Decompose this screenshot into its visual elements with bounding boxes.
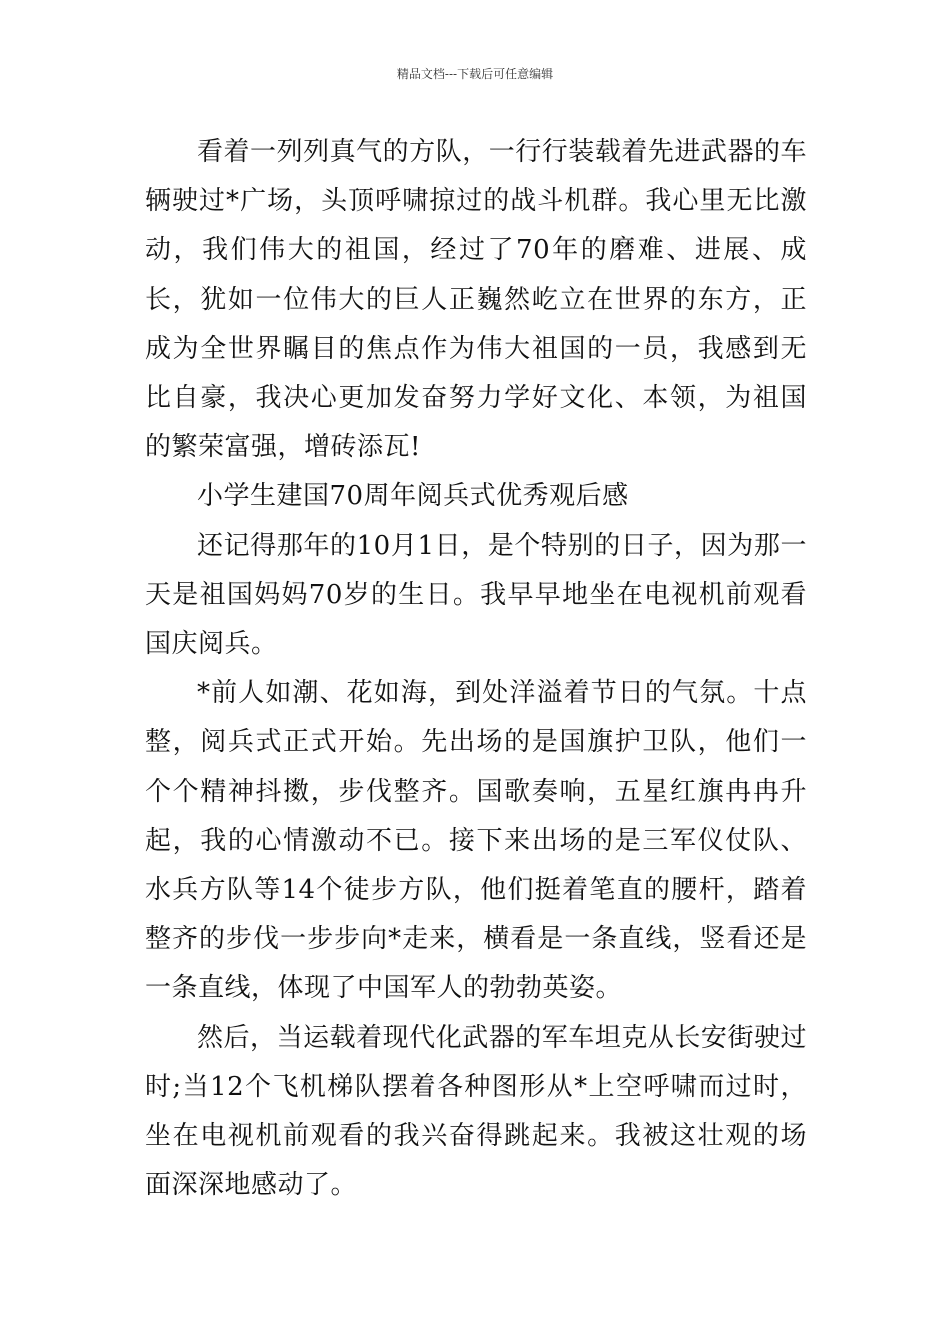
article-body: [145, 128, 807, 1210]
paragraph-parade-begins: *前人如潮、花如海，到处洋溢着节日的气氛。十点整，阅兵式正式开始。先出场的是国旗护卫队，他们一个个精神抖擞，步伐整齐。国歌奏响，五星红旗冉冉升起，我的心情激动不已。接下来出场的是三军仪仗队、水兵方队等14个徒步方队，他们挺着笔直的腰杆，踏着整齐的步伐一步步向*走来，横看是一条直线，竖看还是一条直线，体现了中国军人的勃勃英姿。: [145, 678, 807, 1004]
paragraph-aircraft: 然后，当运载着现代化武器的军车坦克从长安街驶过时;当12个飞机梯队摆着各种图形从*上空呼啸而过时，坐在电视机前观看的我兴奋得跳起来。我被这壮观的场面深深地感动了。: [145, 1022, 807, 1201]
page-header: 精品文档---下载后可任意编辑: [396, 67, 554, 81]
article-title: 小学生建国70周年阅兵式优秀观后感: [197, 481, 629, 512]
paragraph-national-day: 还记得那年的10月1日，是个特别的日子，因为那一天是祖国妈妈70岁的生日。我早早地坐在电视机前观看国庆阅兵。: [145, 530, 807, 660]
paragraph-parade-pride: 看着一列列真气的方队，一行行装载着先进武器的车辆驶过*广场，头顶呼啸掠过的战斗机群。我心里无比激动，我们伟大的祖国，经过了70年的磨难、进展、成长，犹如一位伟大的巨人正巍然屹立在世界的东方，正成为全世界瞩目的焦点作为伟大祖国的一员，我感到无比自豪，我决心更加发奋努力学好文化、本领，为祖国的繁荣富强，增砖添瓦!: [145, 137, 807, 463]
